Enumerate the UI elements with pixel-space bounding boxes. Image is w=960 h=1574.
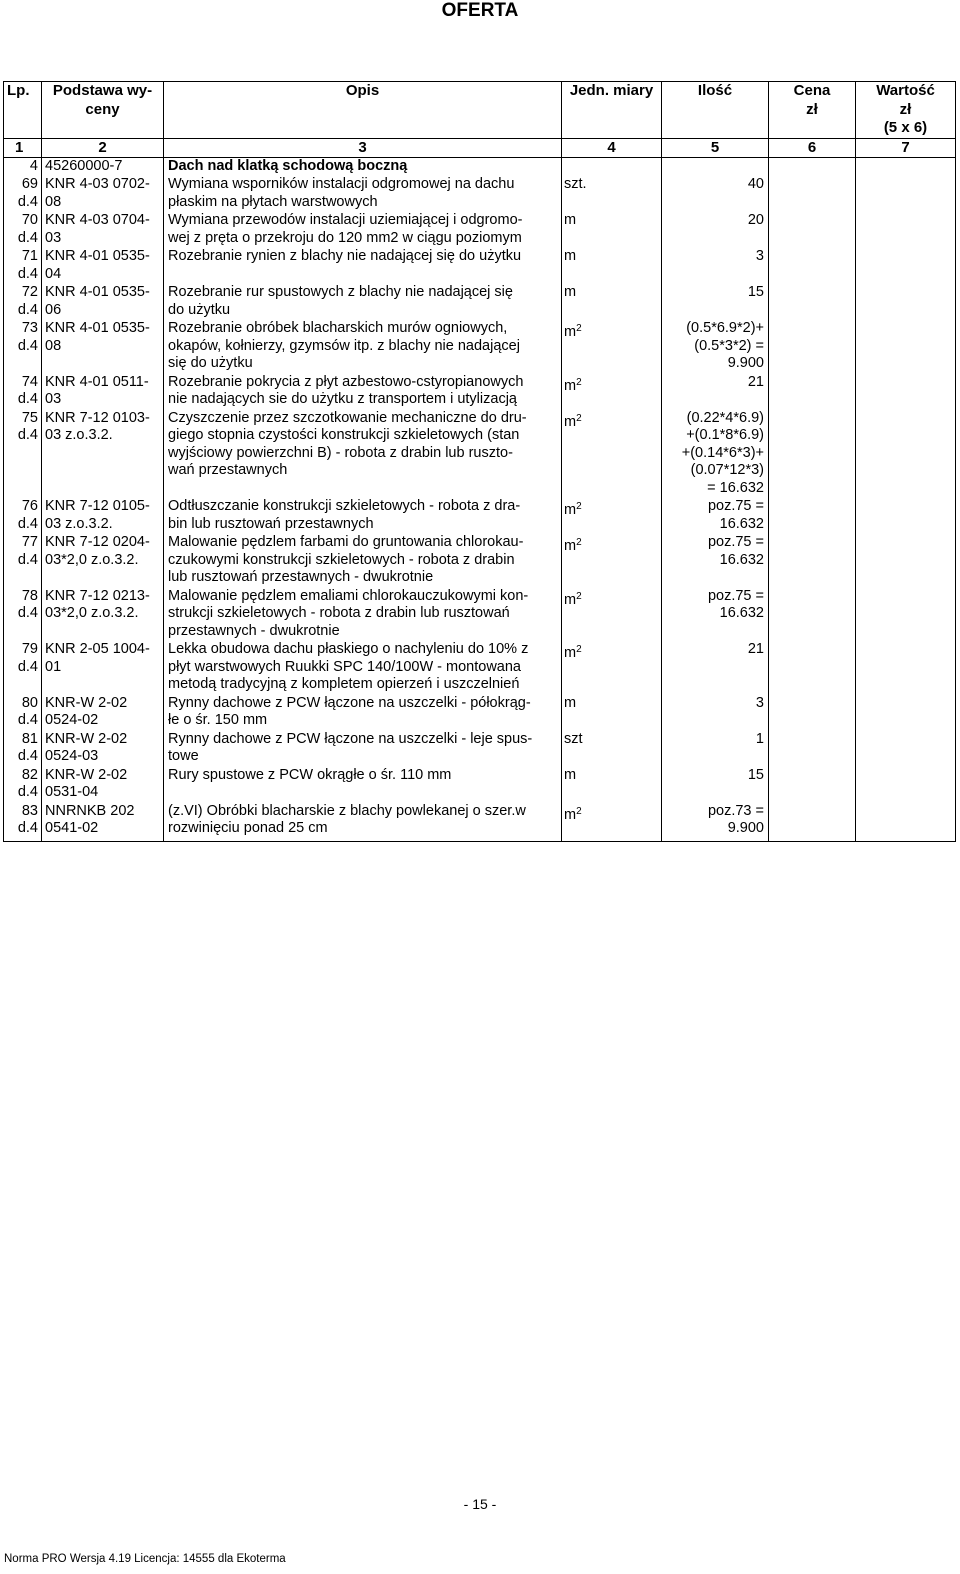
table-row [4,695,956,731]
item-value [856,248,956,284]
table-row [4,534,956,588]
item-price [769,410,856,499]
item-basis-code: KNR 4-03 0702- 08 [42,175,164,212]
page-number: - 15 - [463,1496,497,1512]
item-number: 75 d.4 [4,410,42,499]
item-number: 74 d.4 [4,374,42,410]
item-quantity: 20 [662,212,769,248]
table-row [4,803,956,842]
table-row [4,284,956,320]
item-basis-code: KNR 7-12 0213- 03*2,0 z.o.3.2. [42,588,164,642]
item-value [856,588,956,642]
item-unit: m [562,767,662,803]
header-quantity: Ilość [662,82,769,139]
table-row [4,175,956,212]
item-price [769,248,856,284]
item-unit: m [562,248,662,284]
item-value [856,641,956,695]
item-value [856,498,956,534]
column-number-row [4,138,956,157]
item-quantity: 15 [662,767,769,803]
document-title: OFERTA [441,0,519,21]
table-row [4,767,956,803]
item-unit: m [562,695,662,731]
item-quantity: 1 [662,731,769,767]
item-price [769,534,856,588]
item-price [769,320,856,374]
item-value [856,731,956,767]
unit-exponent: 2 [576,805,582,817]
item-unit: m [562,212,662,248]
item-basis-code: KNR 7-12 0204- 03*2,0 z.o.3.2. [42,534,164,588]
item-number: 71 d.4 [4,248,42,284]
item-description: Rynny dachowe z PCW łączone na uszczelki - półokrąg- łe o śr. 150 mm [164,695,562,731]
item-basis-code: KNR 4-01 0511- 03 [42,374,164,410]
column-number: 4 [562,138,662,157]
item-description: Lekka obudowa dachu płaskiego o nachyleniu do 10% z płyt warstwowych Ruukki SPC 140/100W - montowana metodą tradycyjną z kompletem opierzeń i uszczelnień [164,641,562,695]
offer-table [3,81,956,842]
item-basis-code: KNR 4-01 0535- 04 [42,248,164,284]
column-number: 7 [856,138,956,157]
unit-exponent: 2 [576,590,582,602]
table-row [4,374,956,410]
item-basis-code: KNR 7-12 0105- 03 z.o.3.2. [42,498,164,534]
table-row [4,731,956,767]
item-quantity: 3 [662,248,769,284]
item-value [856,374,956,410]
item-unit: $m^2$ [562,534,662,588]
item-value [856,284,956,320]
table-row [4,320,956,374]
item-description: Rozebranie pokrycia z płyt azbestowo-cstyropianowych nie nadających sie do użytku z transportem i utylizacją [164,374,562,410]
item-quantity: poz.73 = 9.900 [662,803,769,842]
item-price [769,374,856,410]
item-basis-code: KNR 7-12 0103- 03 z.o.3.2. [42,410,164,499]
item-description: Rozebranie rur spustowych z blachy nie nadającej się do użytku [164,284,562,320]
item-value [856,175,956,212]
item-quantity: 21 [662,374,769,410]
table-row [4,212,956,248]
item-price [769,803,856,842]
item-unit: szt. [562,175,662,212]
section-code: 45260000-7 [42,157,164,175]
unit-exponent: 2 [576,537,582,548]
item-quantity: poz.75 = 16.632 [662,498,769,534]
item-basis-code: KNR-W 2-02 0531-04 [42,767,164,803]
item-description: Rynny dachowe z PCW łączone na uszczelki - leje spus- towe [164,731,562,767]
item-price [769,695,856,731]
item-number: 81 d.4 [4,731,42,767]
item-unit: $m^2$ [562,498,662,534]
item-value [856,320,956,374]
item-quantity: poz.75 = 16.632 [662,534,769,588]
item-basis-code: KNR-W 2-02 0524-02 [42,695,164,731]
header-basis: Podstawa wy- ceny [42,82,164,139]
table-row [4,248,956,284]
item-quantity: 3 [662,695,769,731]
column-number: 5 [662,138,769,157]
column-number: 3 [164,138,562,157]
unit-exponent: 2 [576,644,582,655]
column-number: 6 [769,138,856,157]
item-price [769,731,856,767]
item-basis-code: KNR 4-03 0704- 03 [42,212,164,248]
item-unit: $m^2$ [562,641,662,695]
column-number: 2 [42,138,164,157]
item-unit: $m^2$ [562,803,662,842]
item-unit: $m^2$ [562,320,662,374]
item-unit: $m^2$ [562,588,662,642]
header-description: Opis [164,82,562,139]
table-row [4,498,956,534]
item-unit: $m^2$ [562,410,662,499]
unit-exponent: 2 [576,501,582,512]
item-basis-code: KNR 4-01 0535- 08 [42,320,164,374]
item-price [769,641,856,695]
item-number: 79 d.4 [4,641,42,695]
item-price [769,767,856,803]
item-description: Malowanie pędzlem emaliami chlorokauczukowymi kon- strukcji szkieletowych - robota z drabin lub rusztowań przestawnych - dwukrotnie [164,588,562,642]
item-value [856,767,956,803]
item-number: 76 d.4 [4,498,42,534]
item-description: Rozebranie obróbek blacharskich murów ogniowych, okapów, kołnierzy, gzymsów itp. z blachy nie nadającej się do użytku [164,320,562,374]
header-row [4,82,956,139]
item-basis-code: NNRNKB 202 0541-02 [42,803,164,842]
item-unit: $m^2$ [562,374,662,410]
item-value [856,410,956,499]
section-number: 4 [4,157,42,175]
item-number: 72 d.4 [4,284,42,320]
item-description: Wymiana wsporników instalacji odgromowej na dachu płaskim na płytach warstwowych [164,175,562,212]
item-description: Czyszczenie przez szczotkowanie mechaniczne do dru- giego stopnia czystości konstrukcji szkieletowych (stan wyjściowy powierzchni B) - robota z drabin lub rusztо- wań przestawnych [164,410,562,499]
table-row [4,588,956,642]
item-number: 83 d.4 [4,803,42,842]
header-unit: Jedn. miary [562,82,662,139]
item-number: 77 d.4 [4,534,42,588]
unit-exponent: 2 [576,376,582,388]
item-price [769,498,856,534]
item-price [769,284,856,320]
item-quantity: poz.75 = 16.632 [662,588,769,642]
item-description: Malowanie pędzlem farbami do gruntowania chlorokau- czukowymi konstrukcji szkieletowych - robota z drabin lub rusztowań przestawnych - dwukrotnie [164,534,562,588]
header-price: Cena zł [769,82,856,139]
item-description: (z.VI) Obróbki blacharskie z blachy powlekanej o szer.w rozwinięciu ponad 25 cm [164,803,562,842]
unit-exponent: 2 [576,412,582,424]
item-value [856,534,956,588]
item-number: 82 d.4 [4,767,42,803]
item-price [769,175,856,212]
item-value [856,803,956,842]
item-quantity: 15 [662,284,769,320]
item-price [769,588,856,642]
item-basis-code: KNR-W 2-02 0524-03 [42,731,164,767]
footer-license: Norma PRO Wersja 4.19 Licencja: 14555 dla Ekoterma [4,1553,286,1565]
item-unit: szt [562,731,662,767]
header-value: Wartość zł (5 x 6) [856,82,956,139]
item-quantity: 40 [662,175,769,212]
table-row [4,641,956,695]
unit-exponent: 2 [576,323,582,334]
item-number: 80 d.4 [4,695,42,731]
item-quantity: (0.5*6.9*2)+ (0.5*3*2) = 9.900 [662,320,769,374]
item-price [769,212,856,248]
item-description: Wymiana przewodów instalacji uziemiającej i odgromo- wej z pręta o przekroju do 120 mm2 w ciągu poziomym [164,212,562,248]
item-quantity: 21 [662,641,769,695]
item-basis-code: KNR 2-05 1004- 01 [42,641,164,695]
item-value [856,212,956,248]
item-unit: m [562,284,662,320]
item-description: Odtłuszczanie konstrukcji szkieletowych - robota z dra- bin lub rusztowań przestawnych [164,498,562,534]
header-lp: Lp. [4,82,42,139]
item-description: Rury spustowe z PCW okrągłe o śr. 110 mm [164,767,562,803]
item-number: 73 d.4 [4,320,42,374]
item-number: 78 d.4 [4,588,42,642]
item-basis-code: KNR 4-01 0535- 06 [42,284,164,320]
item-description: Rozebranie rynien z blachy nie nadającej się do użytku [164,248,562,284]
item-number: 69 d.4 [4,175,42,212]
item-value [856,695,956,731]
column-number: 1 [4,138,42,157]
item-quantity: (0.22*4*6.9) +(0.1*8*6.9) +(0.14*6*3)+ (0.07*12*3) = 16.632 [662,410,769,499]
table-row [4,410,956,499]
section-name: Dach nad klatką schodową boczną [164,157,562,175]
item-number: 70 d.4 [4,212,42,248]
section-row [4,157,956,175]
